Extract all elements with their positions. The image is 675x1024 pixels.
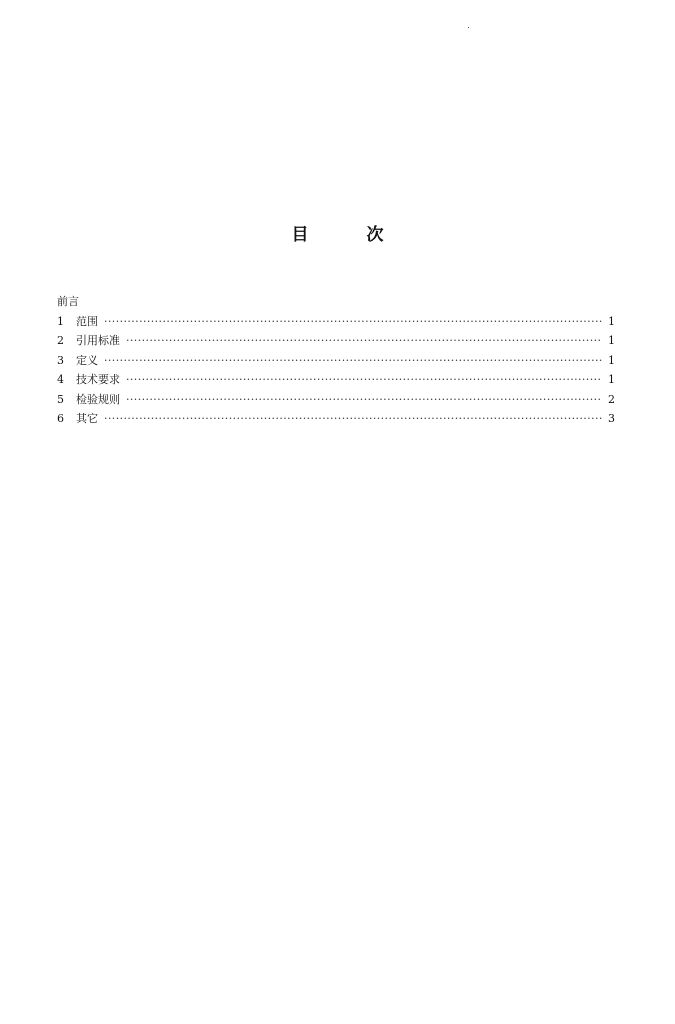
title-char-2: 次 [366,225,384,245]
toc-item-3[interactable] [57,351,615,371]
toc-dot-leader [126,331,602,351]
toc-item-label: 其它 [76,412,98,425]
toc-item-label: 范围 [76,314,98,328]
title-char-1: 目 [291,225,309,245]
toc-item-label: 检验规则 [76,392,120,406]
toc-item-page: 1 [608,314,615,328]
toc-item-page: 1 [608,353,615,367]
table-of-contents [57,292,615,429]
toc-item-number: 2 [57,334,64,347]
toc-item-label: 引用标准 [76,334,120,347]
toc-item-5[interactable] [57,390,615,410]
toc-item-number: 4 [57,373,64,386]
toc-item-page: 1 [608,373,615,386]
toc-preface[interactable]: 前言 [57,295,79,308]
toc-item-label: 技术要求 [76,373,120,386]
toc-dot-leader [104,351,602,371]
page-title [0,220,675,245]
scan-speck [468,27,469,28]
toc-dot-leader [104,409,602,429]
toc-item-page: 1 [608,334,615,347]
toc-item-1[interactable] [57,312,615,332]
toc-item-number: 3 [57,353,64,367]
toc-item-2[interactable] [57,331,615,351]
toc-item-number: 6 [57,412,64,425]
toc-item-number: 5 [57,392,64,406]
toc-dot-leader [104,312,602,332]
toc-item-4[interactable] [57,370,615,390]
toc-item-label: 定义 [76,353,98,367]
toc-item-number: 1 [57,314,64,328]
toc-item-page: 3 [608,412,615,425]
toc-dot-leader [126,390,602,410]
toc-item-page: 2 [608,392,615,406]
toc-dot-leader [126,370,602,390]
toc-item-6[interactable] [57,409,615,429]
